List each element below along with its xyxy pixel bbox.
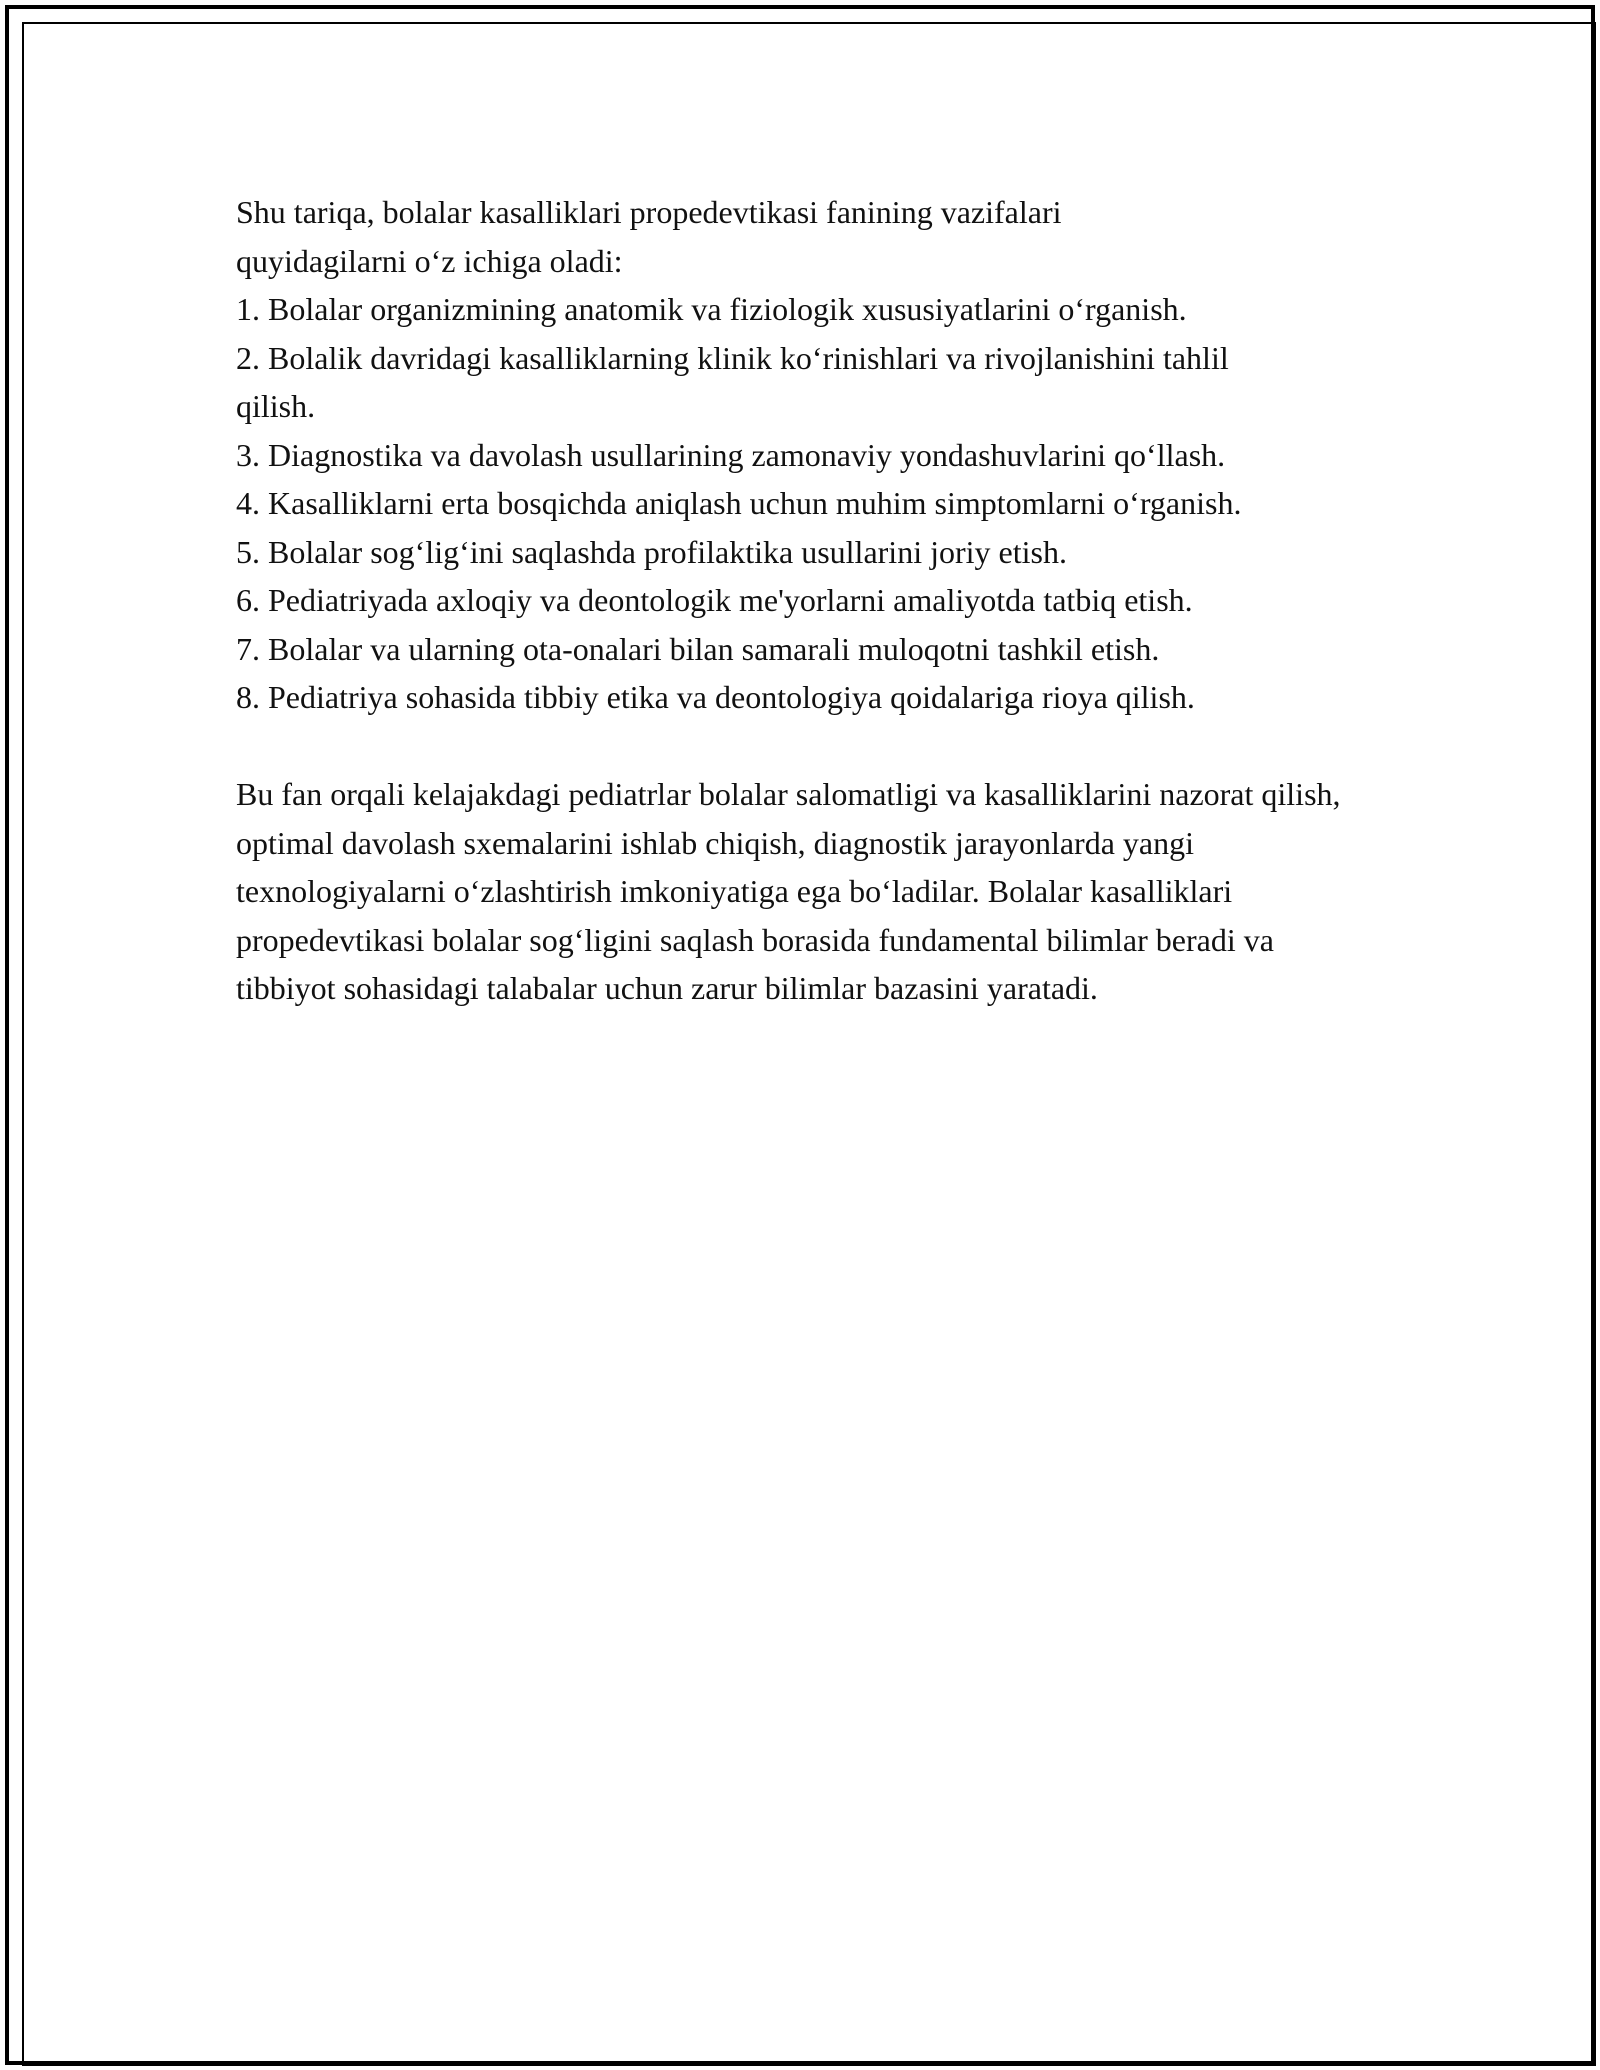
list-item: 6. Pediatriyada axloqiy va deontologik me'yorlarni amaliyotda tatbiq etish. <box>236 582 1193 618</box>
list-item: 2. Bolalik davridagi kasalliklarning klinik ko‘rinishlari va rivojlanishini tahlil qilish. <box>236 339 1229 424</box>
task-list <box>236 285 1366 722</box>
list-item: 8. Pediatriya sohasida tibbiy etika va deontologiya qoidalariga rioya qilish. <box>236 679 1195 715</box>
list-item: 5. Bolalar sog‘lig‘ini saqlashda profilaktika usullarini joriy etish. <box>236 533 1067 570</box>
list-item: 4. Kasalliklarni erta bosqichda aniqlash uchun muhim simptomlarni o‘rganish. <box>236 485 1242 521</box>
list-item: 3. Diagnostika va davolash usullarining zamonaviy yondashuvlarini qo‘llash. <box>236 436 1226 473</box>
document-body <box>236 188 1366 1013</box>
paragraph-spacer <box>236 722 1366 771</box>
list-item: 7. Bolalar va ularning ota-onalari bilan samarali muloqotni tashkil etish. <box>236 630 1160 667</box>
list-item: 1. Bolalar organizmining anatomik va fiziologik xususiyatlarini o‘rganish. <box>236 291 1187 327</box>
conclusion-paragraph: Bu fan orqali kelajakdagi pediatrlar bolalar salomatligi va kasalliklarini nazorat qilish, optimal davolash sxemalarini ishlab chiqish, diagnostik jarayonlarda yangi texnologiyalarni o‘zlashtirish imkoniyatiga ega bo‘ladilar. Bolalar kasalliklari propedevtikasi bolalar sog‘ligini saqlash borasida fundamental bilimlar beradi va tibbiyot sohasidagi talabalar uchun zarur bilimlar bazasini yaratadi. <box>236 776 1341 1006</box>
intro-paragraph: Shu tariqa, bolalar kasalliklari propedevtikasi fanining vazifalari quyidagilarni o‘z ichiga oladi: <box>236 194 1062 279</box>
